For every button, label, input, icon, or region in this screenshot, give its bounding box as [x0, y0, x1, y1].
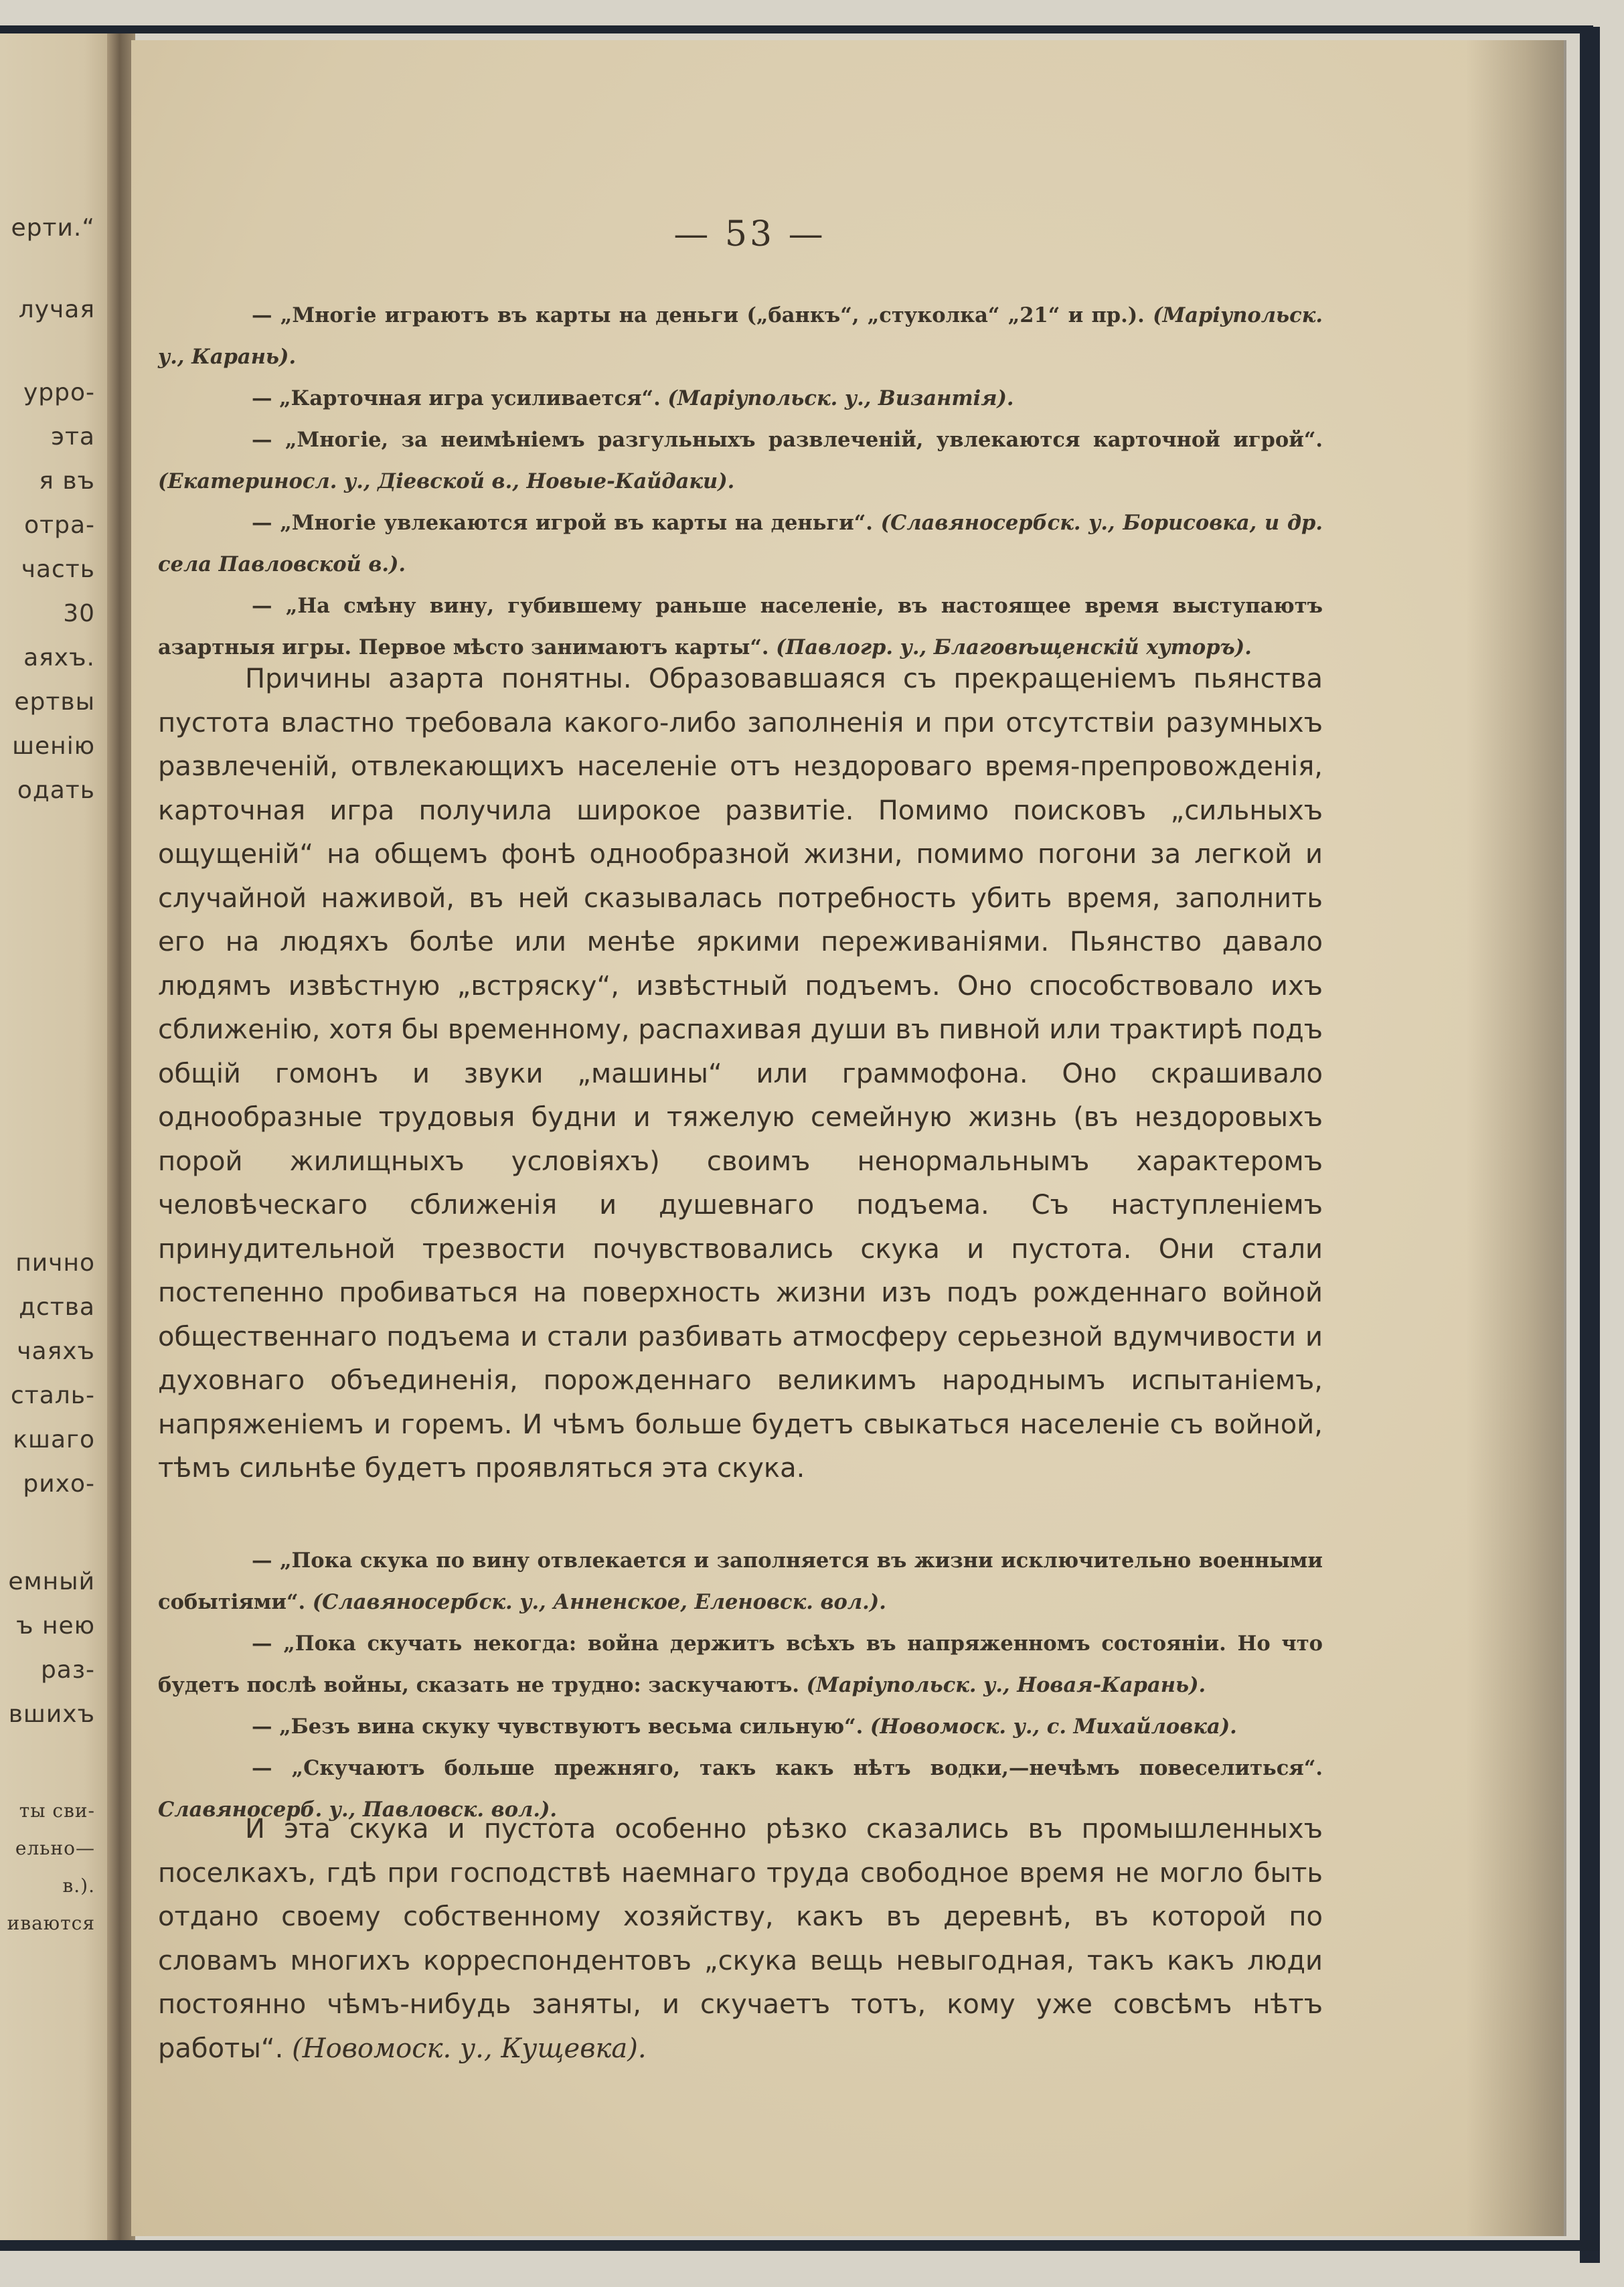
quote-text: — „Пока скучать некогда: война держитъ всѣхъ въ напряженномъ состояніи. Но что будетъ послѣ войны, сказать не трудно: заскучаютъ. — [158, 1632, 1323, 1697]
left-page-fragment: рихо- — [23, 1470, 95, 1498]
quote-source: (Славяносербск. у., Борисовка, и др. села Павловской в.). — [158, 511, 1323, 576]
quote — [158, 419, 1323, 502]
left-page-fragment: лучая — [18, 296, 95, 323]
quote-text: — „Многіе увлекаются игрой въ карты на деньги“. — [252, 511, 881, 535]
paragraph-2-source: (Новомоск. у., Кущевка). — [292, 2033, 647, 2064]
left-page-fragment: кшаго — [13, 1426, 95, 1453]
quote — [158, 585, 1323, 668]
left-page-fragment: я въ — [39, 467, 95, 495]
left-page-fragment: дства — [19, 1293, 95, 1321]
quote — [158, 378, 1323, 419]
quote-text: — „На смѣну вину, губившему раньше населеніе, въ настоящее время выступаютъ азартныя игры. Первое мѣсто занимаютъ карты“. — [158, 594, 1323, 659]
left-page-fragment: пично — [15, 1249, 95, 1277]
paragraph-2 — [158, 1808, 1323, 2071]
paragraph-1 — [158, 657, 1323, 1491]
quote — [158, 1623, 1323, 1706]
quotes-middle — [158, 1540, 1323, 1830]
left-page-fragment: раз- — [40, 1656, 95, 1684]
left-page-fragment: аяхъ. — [23, 644, 95, 672]
left-page-fragment: сталь- — [10, 1382, 95, 1409]
left-page-fragment: ъ нею — [16, 1612, 95, 1640]
quote — [158, 502, 1323, 585]
quote-text: — „Многіе играютъ въ карты на деньги („банкъ“, „стуколка“ „21“ и пр.). — [252, 303, 1153, 327]
quote-text: — „Многіе, за неимѣніемъ разгульныхъ развлеченій, увлекаются карточной игрой“. — [252, 428, 1323, 452]
quote — [158, 1540, 1323, 1623]
left-page-fragment: ельно— — [15, 1837, 95, 1859]
quote — [158, 295, 1323, 378]
paragraph-2-body: И эта скука и пустота особенно рѣзко сказались въ промышленныхъ поселкахъ, гдѣ при господствѣ наемнаго труда свободное время не могло быть отдано своему собственному хозяйству, какъ въ деревнѣ, въ которой по словамъ многихъ корреспондентовъ „скука вещь невыгодная, такъ какъ люди постоянно чѣмъ-нибудь заняты, и скучаетъ тотъ, кому уже совсѣмъ нѣтъ работы“. — [158, 1814, 1323, 2064]
paragraph-1-text: Причины азарта понятны. Образовавшаяся съ прекращеніемъ пьянства пустота властно требовала какого-либо заполненія и при отсутствіи разумныхъ развлеченій, отвлекающихъ населеніе отъ нездороваго время-препровожденія, карточная игра получила широкое развитіе. Помимо поисковъ „сильныхъ ощущеній“ на общемъ фонѣ однообразной жизни, помимо погони за легкой и случайной наживой, въ ней сказывалась потребность убить время, заполнить его на людяхъ болѣе или менѣе яркими переживаніями. Пьянство давало людямъ извѣстную „встряску“, извѣстный подъемъ. Оно способствовало ихъ сближенію, хотя бы временному, распахивая души въ пивной или трактирѣ подъ общій гомонъ и звуки „машины“ или граммофона. Оно скрашивало однообразные трудовыя будни и тяжелую семейную жизнь (въ нездоровыхъ порой жилищныхъ условіяхъ) своимъ ненормальнымъ характеромъ человѣческаго сближенія и душевнаго подъема. Съ наступленіемъ принудительной трезвости почувствовались скука и пустота. Они стали постепенно пробиваться на поверхность жизни изъ подъ рожденнаго войной общественнаго подъема и стали разбивать атмосферу серьезной вдумчивости и духовнаго объединенія, порожденнаго великимъ народнымъ испытаніемъ, напряженіемъ и горемъ. И чѣмъ больше будетъ свыкаться населеніе съ войной, тѣмъ сильнѣе будетъ проявляться эта скука. — [158, 663, 1323, 1484]
paragraph-2-text — [158, 1808, 1323, 2071]
quote-source: (Новомоск. у., с. Михайловка). — [870, 1715, 1237, 1739]
left-page-fragment: в.). — [62, 1875, 95, 1897]
quote-source: Славяносерб. у., Павловск. вол.). — [158, 1798, 558, 1822]
quote-source: (Павлогр. у., Благовѣщенскій хуторъ). — [776, 635, 1252, 659]
left-page-fragment: урро- — [23, 379, 95, 406]
left-page-edge — [0, 33, 120, 2240]
quote — [158, 1706, 1323, 1747]
left-page-fragment: вшихъ — [8, 1701, 95, 1728]
quote-text: — „Безъ вина скуку чувствуютъ весьма сильную“. — [252, 1715, 870, 1739]
left-page-fragment: емный — [8, 1568, 95, 1595]
scan-border-top — [0, 25, 1593, 33]
left-page-fragment: ертвы — [14, 688, 95, 716]
quote-source: (Маріупольск. у., Византія). — [667, 386, 1014, 410]
page-number: — 53 — — [673, 214, 826, 254]
left-page-fragment: ты сви- — [19, 1800, 95, 1822]
left-page-fragment: 30 — [63, 600, 95, 627]
page-edge-shadow — [1466, 40, 1566, 2236]
quote-source: (Екатериносл. у., Дiевской в., Новые-Кайдаки). — [158, 469, 735, 493]
left-page-fragment: иваются — [7, 1912, 95, 1934]
quote-text: — „Карточная игра усиливается“. — [252, 386, 668, 410]
scan-border-bottom — [0, 2240, 1600, 2251]
quotes-top — [158, 295, 1323, 668]
left-page-fragment: одать — [17, 777, 95, 804]
scan-border-right — [1580, 27, 1600, 2263]
left-page-fragment: ерти.“ — [11, 214, 95, 242]
left-page-fragment: шенію — [12, 732, 95, 760]
left-page-fragment: эта — [51, 423, 95, 451]
quote-source: (Славяносербск. у., Анненское, Еленовск. вол.). — [312, 1590, 886, 1614]
left-page-fragment: отра- — [24, 511, 95, 539]
left-page-fragment: часть — [21, 556, 95, 583]
left-page-fragment: чаяхъ — [17, 1338, 95, 1365]
quote-source: (Маріупольск. у., Карань). — [158, 303, 1323, 369]
quote-text: — „Пока скука по вину отвлекается и заполняется въ жизни исключительно военными событіями“. — [158, 1549, 1323, 1614]
quote-source: (Маріупольск. у., Новая-Карань). — [806, 1673, 1206, 1697]
quote-text: — „Скучаютъ больше прежняго, такъ какъ нѣтъ водки,—нечѣмъ повеселиться“. — [252, 1756, 1323, 1780]
